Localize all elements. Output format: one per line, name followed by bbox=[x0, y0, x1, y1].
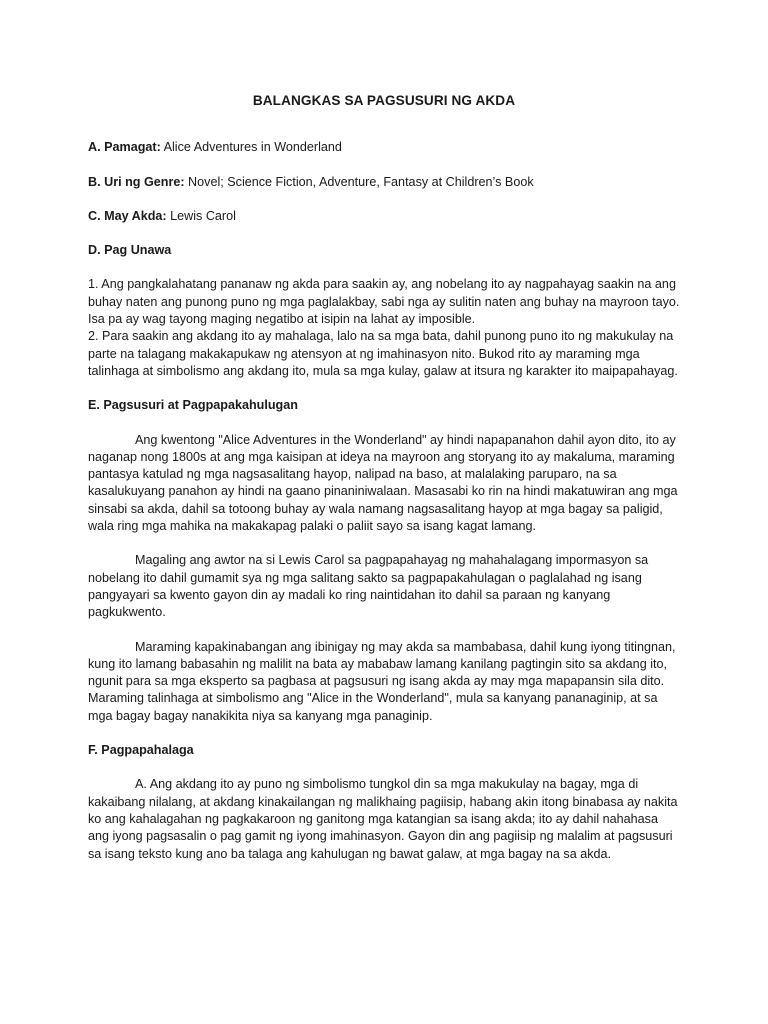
genre-field bbox=[88, 174, 680, 191]
genre-label: B. Uri ng Genre: bbox=[88, 174, 185, 189]
pamagat-label: A. Pamagat: bbox=[88, 140, 161, 155]
pagsusuri-paragraph-1: Ang kwentong "Alice Adventures in the Wonderland" ay hindi napapanahon dahil ayon dito, ito ay naganap nong 1800s at ang mga kaisipan at ideya na mayroon ang storyang ito ay makaluma, maraming pantasya katulad ng mga nagsasalitang hayop, nalipad na baso, at malalaking paruparo, na sa kasalukuyang panahon ay hindi na gaano pinaniniwalaan. Masasabi ko rin na hindi makatuwiran ang mga sinsabi sa akda, dahil sa totoong buhay ay wala namang nagsasalitang hayop at mga bagay sa paligid, wala ring mga mahika na makakapag palaki o paliit sayo sa isang kagat lamang. bbox=[88, 432, 678, 534]
akda-label: C. May Akda: bbox=[88, 208, 167, 223]
pagsusuri-paragraph-2: Magaling ang awtor na si Lewis Carol sa pagpapahayag ng mahahalagang impormasyon sa nobelang ito dahil gumamit sya ng mga salitang sakto sa pagpapakahulagan o paglalahad ng isang pangyayari sa kwento gayon din ay madali ko ring naintidahan ito dahil sa paraan ng kanyang pagkukwento. bbox=[88, 553, 649, 620]
genre-value: Novel; Science Fiction, Adventure, Fantasy at Children’s Book bbox=[184, 174, 534, 189]
pag-unawa-item-1: 1. Ang pangkalahatang pananaw ng akda para saakin ay, ang nobelang ito ay nagpahayag saakin na ang buhay naten ang punong puno ng mga paglalakbay, sabi nga ay sulitin naten ang buhay na mayroon tayo. Isa pa ay wag tayong maging negatibo at isipin na lahat ay imposible. bbox=[88, 277, 680, 327]
akda-field bbox=[88, 208, 680, 225]
pagsusuri-paragraph-3: Maraming kapakinabangan ang ibinigay ng may akda sa mambabasa, dahil kung iyong titingnan, kung ito lamang babasahin ng malilit na bata ay mababaw lamang kanilang pagtingin sito sa akdang ito, ngunit para sa mga eksperto sa pagbasa at pagsusuri ng isang akda ay may mga mapapansin sila dito. Maraming talinhaga at simbolismo ang "Alice in the Wonderland", mula sa kanyang pananaginip, at sa mga bagay bagay nanakikita niya sa kanyang mga panaginip. bbox=[88, 639, 676, 723]
document-page bbox=[88, 92, 680, 880]
pag-unawa-section bbox=[88, 276, 680, 380]
document-title: BALANGKAS SA PAGSUSURI NG AKDA bbox=[252, 93, 516, 108]
pagpapahalaga-heading: F. Pagpapahalaga bbox=[88, 743, 194, 758]
pamagat-field bbox=[88, 139, 680, 156]
pag-unawa-item-2: 2. Para saakin ang akdang ito ay mahalaga, lalo na sa mga bata, dahil punong puno ito ng makukulay na parte na talagang makakapukaw ng atensyon at ng imahinasyon nito. Bukod rito ay maraming mga talinhaga at simbolismo ang akdang ito, mula sa mga kulay, galaw at itsura ng karakter ito maipapahayag. bbox=[88, 329, 678, 378]
akda-value: Lewis Carol bbox=[166, 208, 236, 223]
pag-unawa-heading: D. Pag Unawa bbox=[88, 243, 172, 258]
pagpapahalaga-paragraph: A. Ang akdang ito ay puno ng simbolismo tungkol din sa mga makukulay na bagay, mga di kakaibang nilalang, at akdang kinakailangan ng malikhaing pagiisip, habang akin itong binabasa ay nakita ko ang kahalagahan ng pagkakaroon ng ganitong mga katangian sa isang akda; ito ay dahil nahahasa ang iyong pagsasalin o pag gamit ng iyong imahinasyon. Gayon din ang pagiisip ng malalim at pagsusuri sa isang teksto kung ano ba talaga ang kahulugan ng bawat galaw, at mga bagay na sa akda. bbox=[88, 777, 678, 861]
pamagat-value: Alice Adventures in Wonderland bbox=[160, 140, 342, 155]
pagsusuri-heading: E. Pagsusuri at Pagpapakahulugan bbox=[88, 398, 298, 413]
